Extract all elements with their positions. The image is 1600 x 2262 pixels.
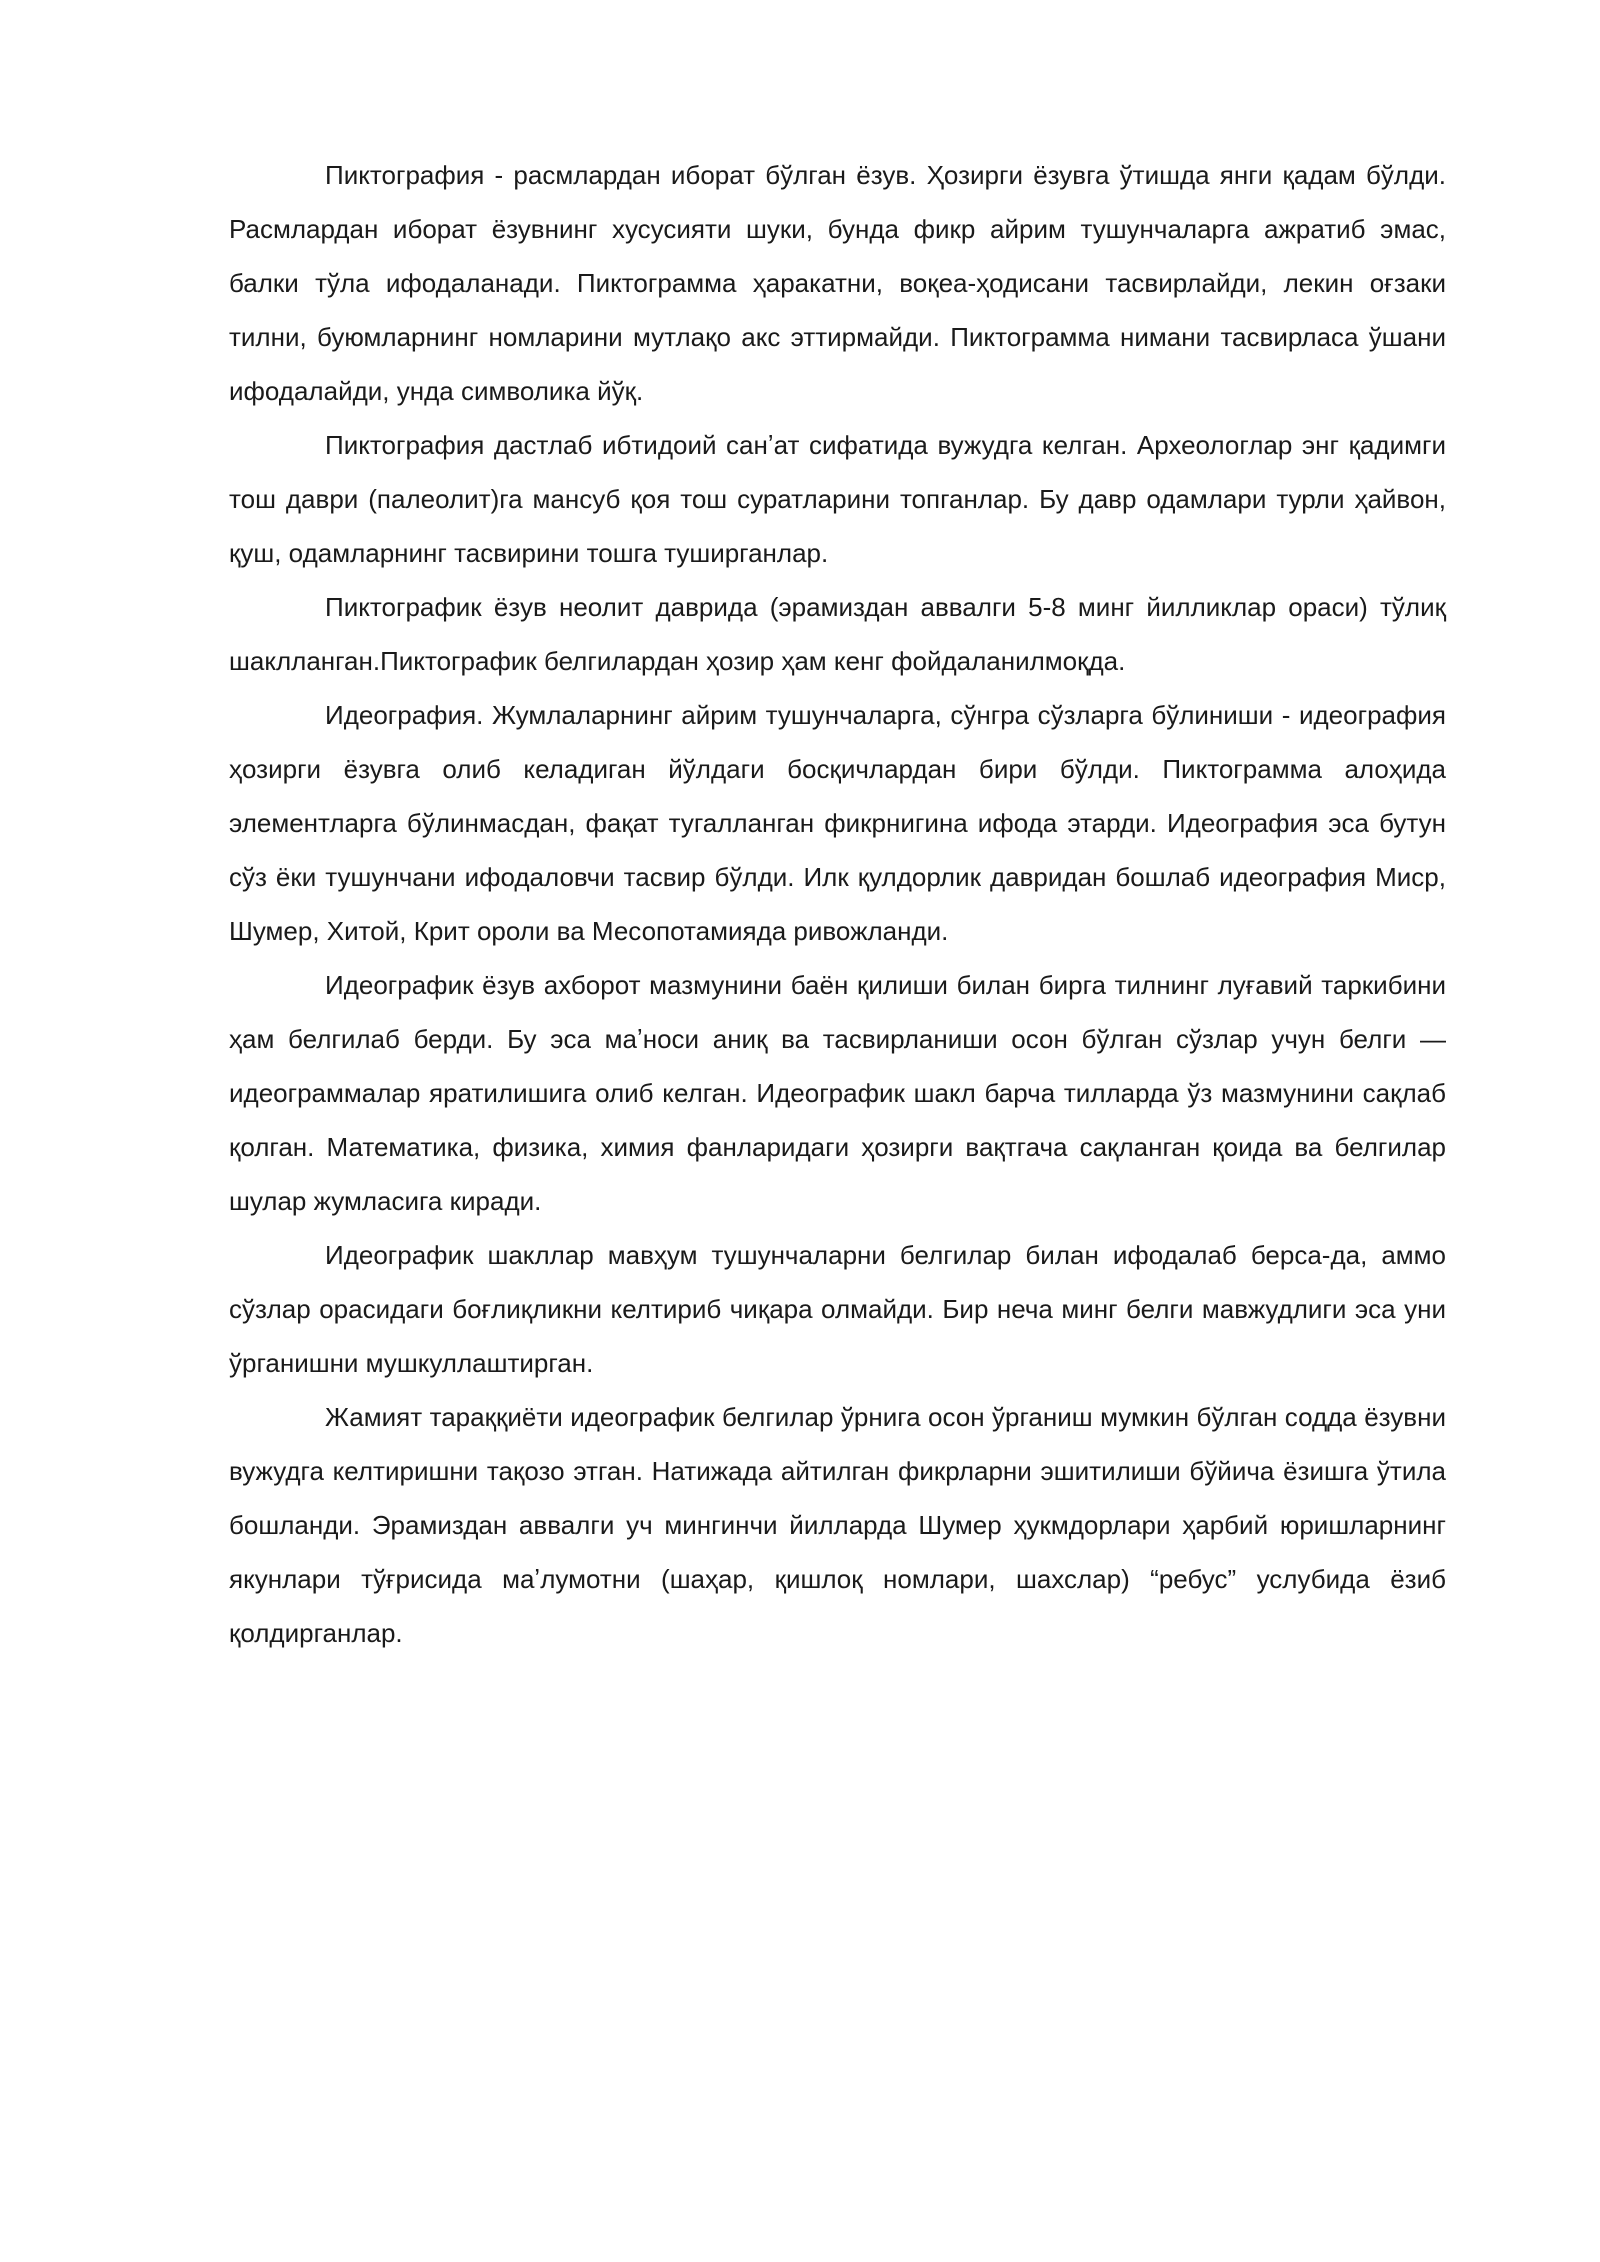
paragraph-ideographic-forms: Идеографик шакллар мавҳум тушунчаларни белгилар билан ифодалаб берса-да, аммо сўзлар орасидаги боғлиқликни келтириб чиқара олмайди. Бир неча минг белги мавжудлиги эса уни ўрганишни мушкуллаштирган. [229, 1240, 1446, 1378]
paragraph-pictography-definition: Пиктография - расмлардан иборат бўлган ёзув. Ҳозирги ёзувга ўтишда янги қадам бўлди. Расмлардан иборат ёзувнинг хусусияти шуки, бунда фикр айрим тушунчаларга ажратиб эмас, балки тўла ифодаланади. Пиктограмма ҳаракатни, воқеа-ҳодисани тасвирлайди, лекин оғзаки тилни, буюмларнинг номларини мутлақо акс эттирмайди. Пиктограмма нимани тасвирласа ўшани ифодалайди, унда символика йўқ. [229, 160, 1446, 406]
paragraph-ideographic-writing: Идеографик ёзув ахборот мазмунини баён қилиши билан бирга тилнинг луғавий таркибини ҳам белгилаб берди. Бу эса маʼноси аниқ ва тасвирланиши осон бўлган сўзлар учун белги — идеограммалар яратилишига олиб келган. Идеографик шакл барча тилларда ўз мазмунини сақлаб қолган. Математика, физика, химия фанларидаги ҳозирги вақтгача сақланган қоида ва белгилар шулар жумласига киради. [229, 970, 1446, 1216]
paragraph-society-progress: Жамият тараққиёти идеографик белгилар ўрнига осон ўрганиш мумкин бўлган содда ёзувни вужудга келтиришни тақозо этган. Натижада айтилган фикрларни эшитилиши бўйича ёзишга ўтила бошланди. Эрамиздан аввалги уч мингинчи йилларда Шумер ҳукмдорлари ҳарбий юришларнинг якунлари тўғрисида маʼлумотни (шаҳар, қишлоқ номлари, шахслар) “ребус” услубида ёзиб қолдирганлар. [229, 1402, 1446, 1648]
document-body [229, 148, 1446, 1660]
paragraph-ideography-definition: Идеография. Жумлаларнинг айрим тушунчаларга, сўнгра сўзларга бўлиниши - идеография ҳозирги ёзувга олиб келадиган йўлдаги босқичлардан бири бўлди. Пиктограмма алоҳида элементларга бўлинмасдан, фақат тугалланган фикрнигина ифода этарди. Идеография эса бутун сўз ёки тушунчани ифодаловчи тасвир бўлди. Илк қулдорлик давридан бошлаб идеография Миср, Шумер, Хитой, Крит ороли ва Месопотамияда ривожланди. [229, 700, 1446, 946]
paragraph-pictography-origin: Пиктография дастлаб ибтидоий санʼат сифатида вужудга келган. Археологлар энг қадимги тош даври (палеолит)га мансуб қоя тош суратларини топганлар. Бу давр одамлари турли ҳайвон, қуш, одамларнинг тасвирини тошга туширганлар. [229, 430, 1446, 568]
paragraph-pictographic-neolithic: Пиктографик ёзув неолит даврида (эрамиздан аввалги 5-8 минг йилликлар ораси) тўлиқ шаклланган.Пиктографик белгилардан ҳозир ҳам кенг фойдаланилмоқда. [229, 592, 1446, 676]
